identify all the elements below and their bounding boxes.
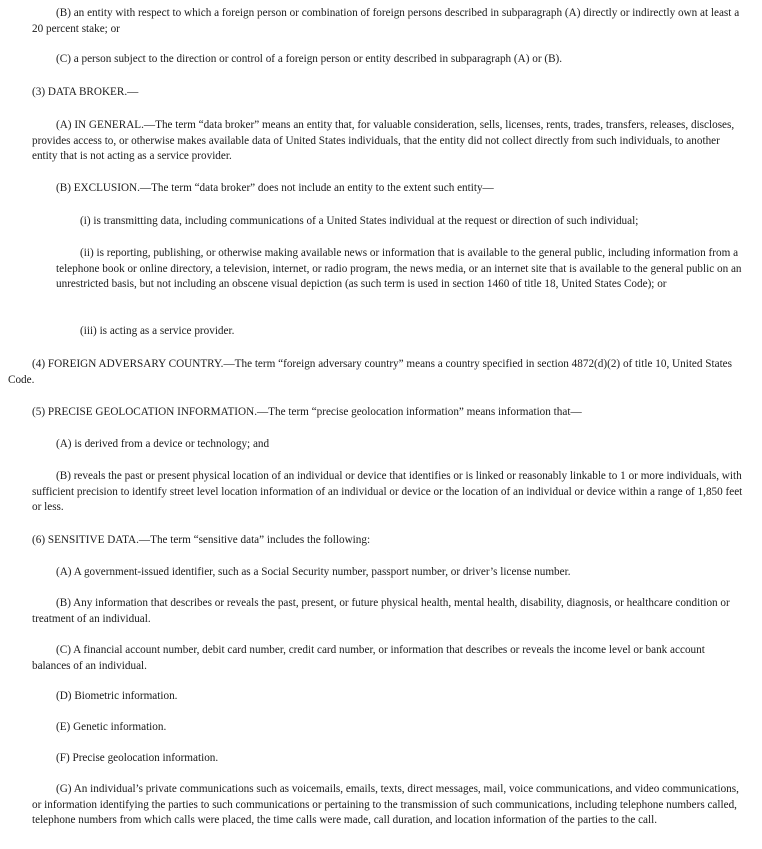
clause-i: (i) is transmitting data, including communications of a United States individual at the request or direction of such individual; [80, 215, 639, 227]
paragraph-6d: (D) Biometric information. [56, 690, 178, 702]
section-heading-data-broker: (3) DATA BROKER.— [32, 86, 139, 98]
paragraph-5: (5) PRECISE GEOLOCATION INFORMATION.—The term “precise geolocation information” means information that— [32, 406, 582, 418]
paragraph-5b: (B) reveals the past or present physical location of an individual or device that identifies or is linked or reasonably linkable to 1 or more individuals, with sufficient precision to identify street level location information of an individual or device or the location of an individual or device within a range of 1,850 feet or less. [32, 470, 743, 513]
paragraph-6: (6) SENSITIVE DATA.—The term “sensitive data” includes the following: [32, 534, 371, 546]
paragraph-2c: (C) a person subject to the direction or control of a foreign person or entity described in subparagraph (A) or (B). [56, 53, 563, 65]
paragraph-6e: (E) Genetic information. [56, 721, 167, 733]
paragraph-3b: (B) EXCLUSION.—The term “data broker” does not include an entity to the extent such entity— [56, 182, 494, 194]
clause-ii: (ii) is reporting, publishing, or otherwise making available news or information that is available to the general public, including information from a telephone book or online directory, a television, internet, or radio program, the news media, or an internet site that is available to the general public on an unrestricted basis, but not including an obscene visual depiction (as such term is used in section 1460 of title 18, United States Code); or [56, 247, 742, 290]
paragraph-4: (4) FOREIGN ADVERSARY COUNTRY.—The term “foreign adversary country” means a country specified in section 4872(d)(2) of title 10, United States Code. [8, 358, 733, 386]
paragraph-6c: (C) A financial account number, debit card number, credit card number, or information that describes or reveals the income level or bank account balances of an individual. [32, 644, 705, 672]
paragraph-5a: (A) is derived from a device or technology; and [56, 438, 270, 450]
paragraph-3a: (A) IN GENERAL.—The term “data broker” means an entity that, for valuable consideration, sells, licenses, rents, trades, transfers, releases, discloses, provides access to, or otherwise makes available data of United States individuals, that the entity did not collect directly from such individuals, to another entity that is not acting as a service provider. [32, 119, 735, 162]
paragraph-2b: (B) an entity with respect to which a foreign person or combination of foreign persons described in subparagraph (A) directly or indirectly own at least a 20 percent stake; or [32, 7, 740, 35]
clause-iii: (iii) is acting as a service provider. [80, 325, 235, 337]
paragraph-6b: (B) Any information that describes or reveals the past, present, or future physical health, mental health, disability, diagnosis, or healthcare condition or treatment of an individual. [32, 597, 730, 625]
paragraph-6f: (F) Precise geolocation information. [56, 752, 219, 764]
paragraph-6g: (G) An individual’s private communications such as voicemails, emails, texts, direct messages, mail, voice communications, and video communications, or information identifying the parties to such communications or pertaining to the transmission of such communications, including telephone numbers called, telephone numbers from which calls were placed, the time calls were made, call duration, and location information of the parties to the call. [32, 783, 739, 826]
paragraph-6a: (A) A government-issued identifier, such as a Social Security number, passport number, or driver’s license number. [56, 566, 571, 578]
